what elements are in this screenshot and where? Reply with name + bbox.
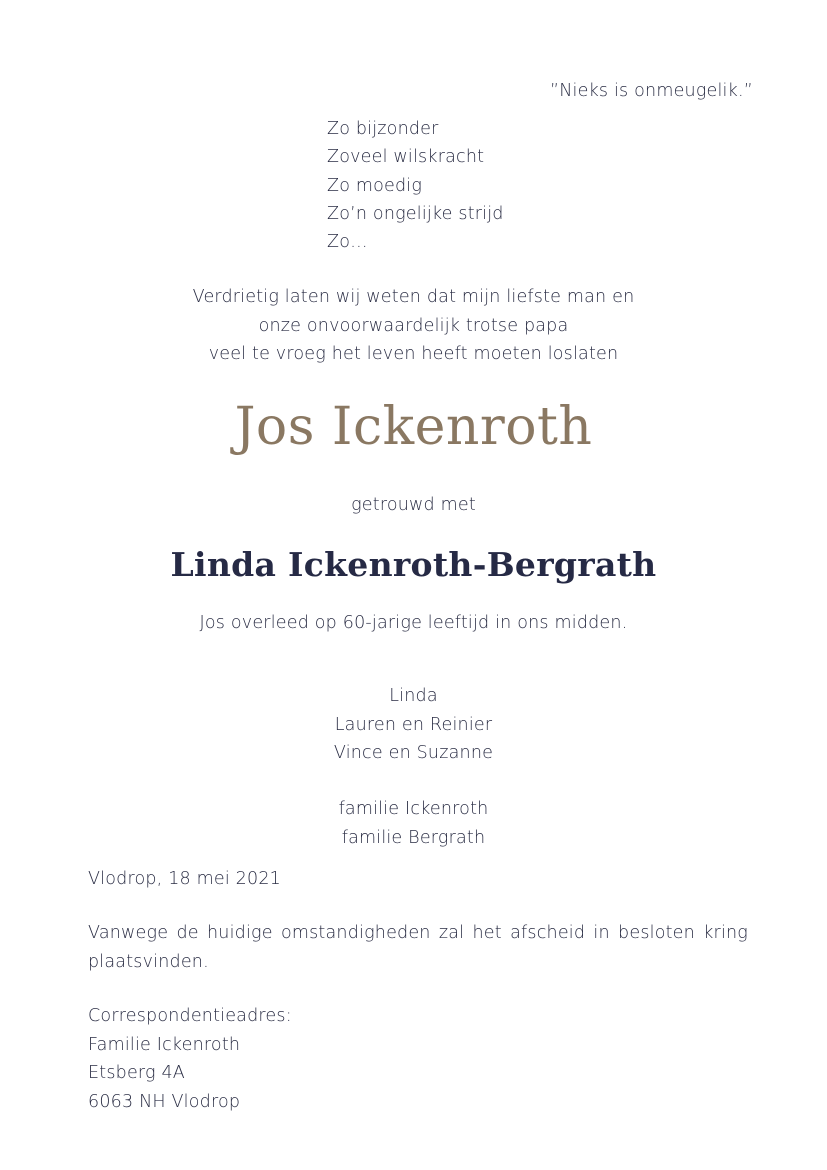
intro-text xyxy=(0,283,827,369)
poem xyxy=(327,115,504,256)
address-line: 6063 NH Vlodrop xyxy=(88,1091,241,1112)
passed-text: Jos overleed op 60-jarige leeftijd in ons midden. xyxy=(199,613,628,633)
family-member: familie Ickenroth xyxy=(338,799,489,819)
poem-line: Zo… xyxy=(327,232,368,253)
deceased-name: Jos Ickenroth xyxy=(234,397,593,457)
poem-line: Zo moedig xyxy=(327,175,423,196)
notice-text: Vanwege de huidige omstandigheden zal het afscheid in besloten kring plaatsvinden. xyxy=(88,923,748,972)
family-member: Vince en Suzanne xyxy=(333,743,494,763)
family-close xyxy=(0,682,827,768)
address-line: Correspondentieadres: xyxy=(88,1006,292,1026)
family-member: familie Bergrath xyxy=(341,827,486,848)
address-line: Etsberg 4A xyxy=(88,1063,185,1083)
quote: ”Nieks is onmeugelik.” xyxy=(549,81,753,101)
poem-line: Zoveel wilskracht xyxy=(327,147,485,168)
spouse-name: Linda Ickenroth-Bergrath xyxy=(170,545,657,584)
married-label: getrouwd met xyxy=(351,495,476,515)
address-line: Familie Ickenroth xyxy=(88,1034,241,1055)
family-member: Linda xyxy=(389,686,438,706)
intro-line: Verdrietig laten wij weten dat mijn liefste man en xyxy=(192,287,635,307)
correspondence-address xyxy=(88,1002,292,1116)
intro-line: veel te vroeg het leven heeft moeten loslaten xyxy=(208,344,619,364)
poem-line: Zo bijzonder xyxy=(327,119,439,139)
place-date: Vlodrop, 18 mei 2021 xyxy=(88,869,282,889)
family-member: Lauren en Reinier xyxy=(334,714,493,735)
intro-line: onze onvoorwaardelijk trotse papa xyxy=(258,315,569,336)
family-extended xyxy=(0,795,827,852)
poem-line: Zo’n ongelijke strijd xyxy=(327,203,504,224)
